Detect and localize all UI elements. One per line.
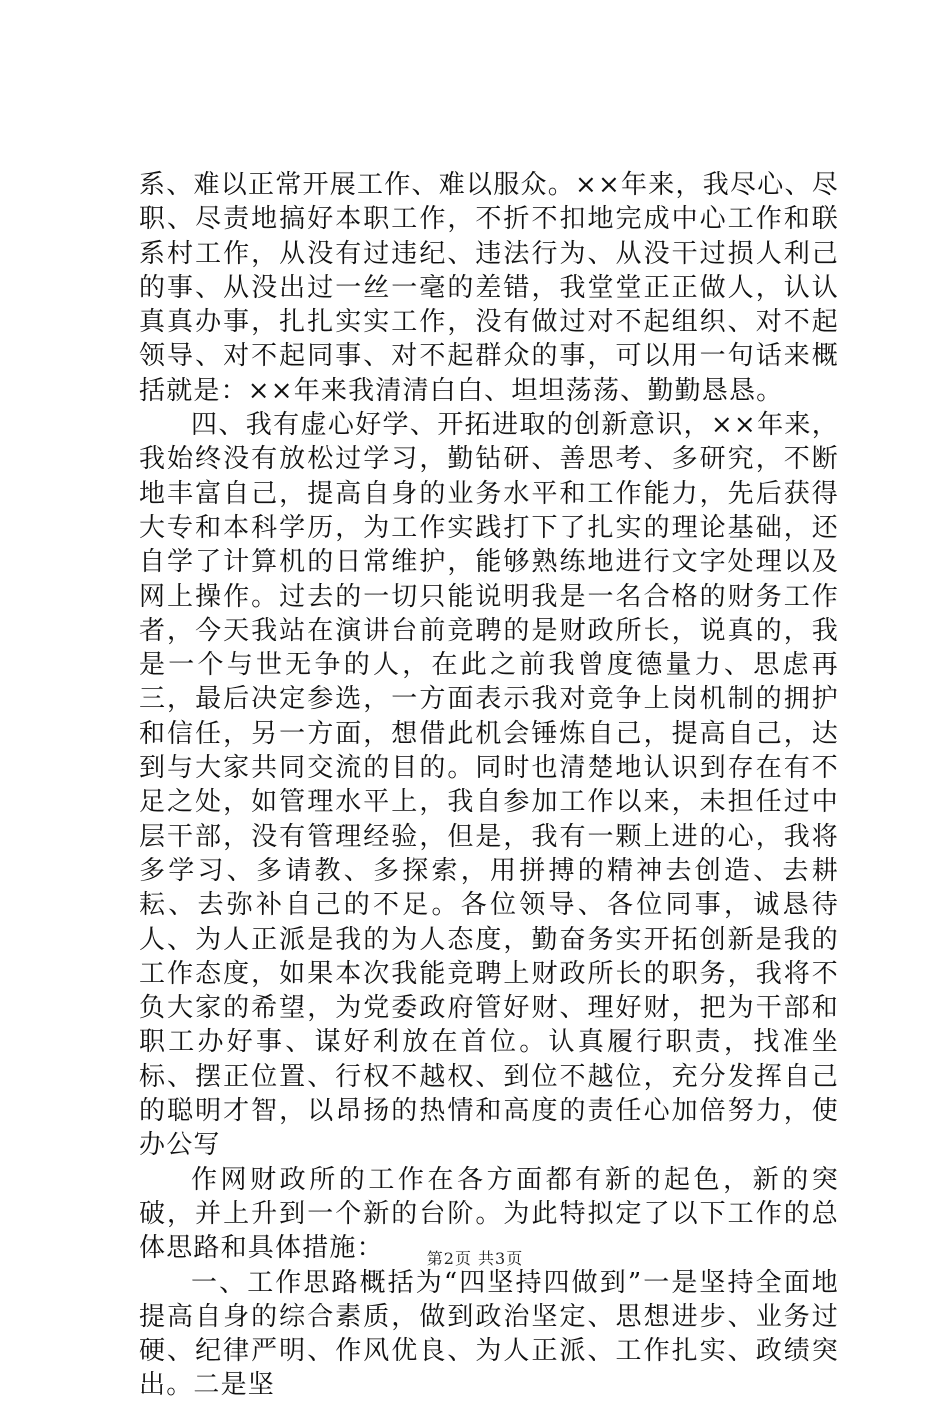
page-footer: 第2页 共3页 — [426, 1249, 524, 1268]
paragraph-work-approach: 一、工作思路概括为“四坚持四做到”一是坚持全面地提高自身的综合素质，做到政治坚定、思想进步、业务过硬、纪律严明、作风优良、为人正派、工作扎实、政绩突出。二是坚 — [139, 1267, 839, 1401]
paragraph-work-plan-intro: 作网财政所的工作在各方面都有新的起色，新的突破，并上升到一个新的台阶。为此特拟定了以下工作的总体思路和具体措施： — [139, 1164, 839, 1264]
document-body — [139, 168, 839, 1403]
paragraph-section-four: 四、我有虚心好学、开拓进取的创新意识，××年来，我始终没有放松过学习，勤钻研、善思考、多研究，不断地丰富自己，提高自身的业务水平和工作能力，先后获得大专和本科学历，为工作实践打下了扎实的理论基础，还自学了计算机的日常维护，能够熟练地进行文字处理以及网上操作。过去的一切只能说明我是一名合格的财务工作者，今天我站在演讲台前竞聘的是财政所长，说真的，我是一个与世无争的人，在此之前我曾度德量力、思虑再三，最后决定参选，一方面表示我对竞争上岗机制的拥护和信任，另一方面，想借此机会锤炼自己，提高自己，达到与大家共同交流的目的。同时也清楚地认识到存在有不足之处，如管理水平上，我自参加工作以来，未担任过中层干部，没有管理经验，但是，我有一颗上进的心，我将多学习、多请教、多探索，用拼搏的精神去创造、去耕耘、去弥补自己的不足。各位领导、各位同事，诚恳待人、为人正派是我的为人态度，勤奋务实开拓创新是我的工作态度，如果本次我能竞聘上财政所长的职务，我将不负大家的希望，为党委政府管好财、理好财，把为干部和职工办好事、谋好利放在首位。认真履行职责，找准坐标、摆正位置、行权不越权、到位不越位，充分发挥自己的聪明才智，以昂扬的热情和高度的责任心加倍努力，使办公写 — [139, 410, 839, 1161]
paragraph-continuation: 系、难以正常开展工作、难以服众。××年来，我尽心、尽职、尽责地搞好本职工作，不折不扣地完成中心工作和联系村工作，从没有过违纪、违法行为、从没干过损人利己的事、从没出过一丝一毫的差错，我堂堂正正做人，认认真真办事，扎扎实实工作，没有做过对不起组织、对不起领导、对不起同事、对不起群众的事，可以用一句话来概括就是：××年来我清清白白、坦坦荡荡、勤勤恳恳。 — [139, 170, 839, 406]
